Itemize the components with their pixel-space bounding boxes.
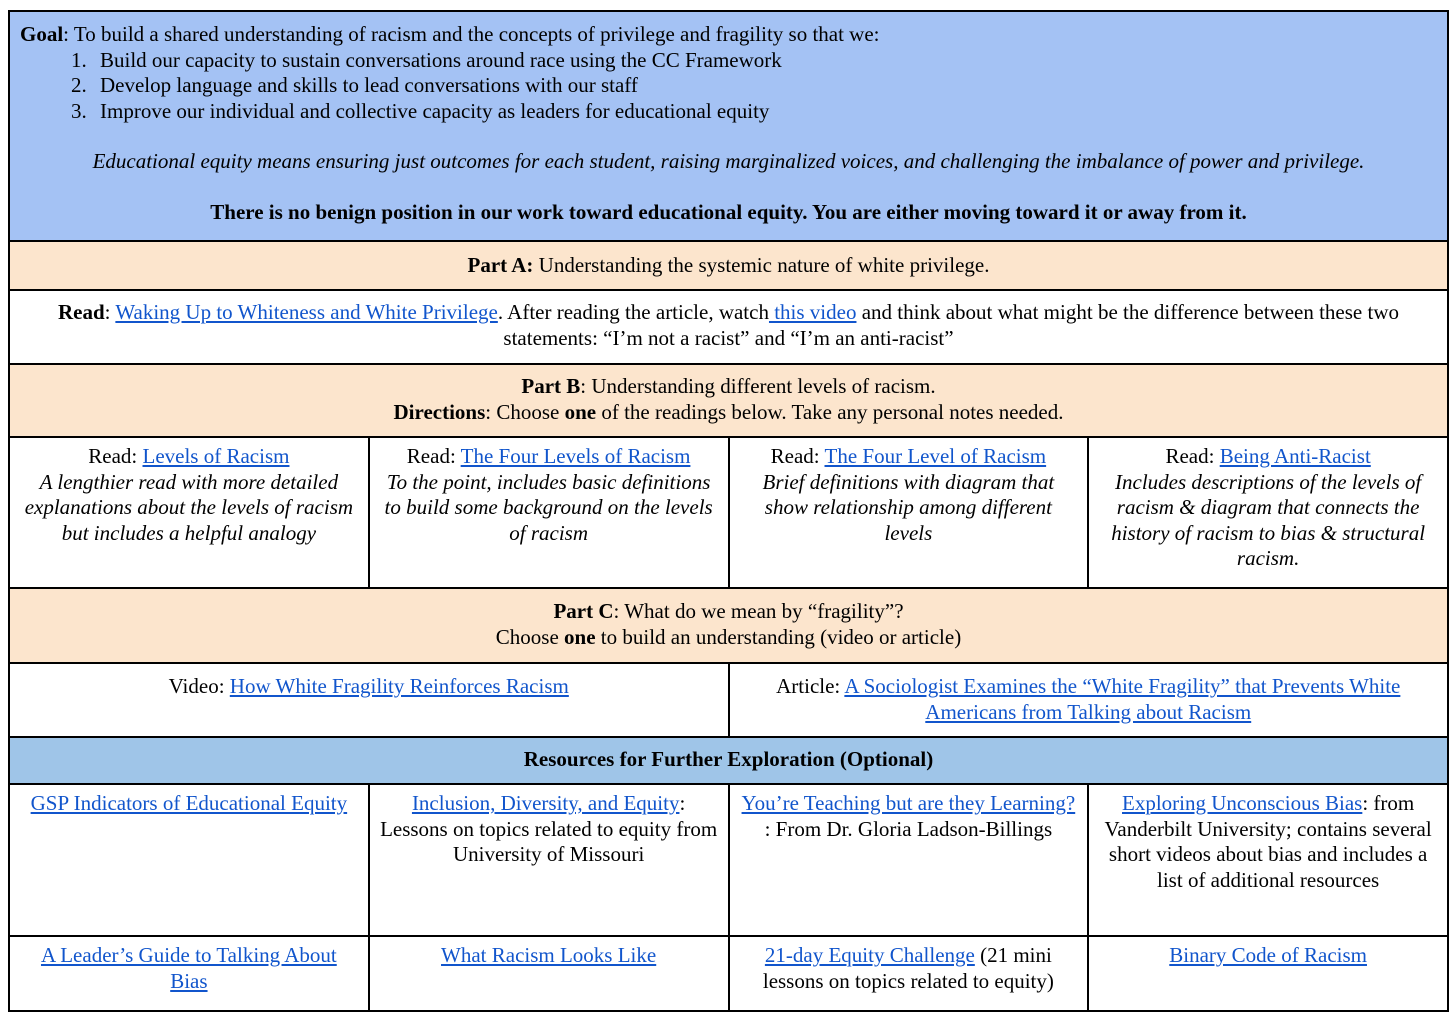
article-prefix: Article:: [776, 674, 845, 698]
part-a-text: and think about what might be the difference between these two statements: “I’m not a racist” and “I’m an anti-racist”: [503, 300, 1399, 350]
read-prefix: Read:: [406, 444, 461, 468]
resource-cell: [9, 936, 369, 1011]
reading-description: A lengthier read with more detailed explanations about the levels of racism but includes a helpful analogy: [24, 469, 354, 545]
resource-link[interactable]: A Leader’s Guide to Talking About Bias: [40, 943, 337, 993]
resource-link[interactable]: Exploring Unconscious Bias: [1122, 791, 1363, 815]
reading-description: Brief definitions with diagram that show relationship among different levels: [762, 469, 1055, 545]
resources-header: Resources for Further Exploration (Optional): [9, 737, 1448, 784]
goal-item: 1. Build our capacity to sustain conversations around race using the CC Framework: [92, 48, 1437, 74]
reading-cell: [729, 437, 1089, 588]
article-link[interactable]: A Sociologist Examines the “White Fragility” that Prevents White Americans from Talking about Racism: [844, 674, 1401, 724]
video-prefix: Video:: [168, 674, 230, 698]
resource-description: (21 mini lessons on topics related to equity): [762, 943, 1054, 993]
goal-item: 3. Improve our individual and collective capacity as leaders for educational equity: [92, 99, 1437, 125]
article-cell: [729, 663, 1449, 737]
resource-link[interactable]: Inclusion, Diversity, and Equity: [411, 791, 680, 815]
resource-cell: [729, 936, 1089, 1011]
reading-description: To the point, includes basic definitions to build some background on the levels of racism: [384, 469, 713, 545]
resource-link[interactable]: Binary Code of Racism: [1169, 943, 1367, 967]
choose-text: Choose: [495, 624, 565, 649]
equity-definition: Educational equity means ensuring just outcomes for each student, raising marginalized voices, and challenging the imbalance of power and privilege.: [92, 149, 1365, 173]
reading-cell: [369, 437, 729, 588]
part-a-header: [9, 241, 1448, 290]
waking-up-link[interactable]: Waking Up to Whiteness and White Privilege: [115, 300, 498, 324]
resource-description: : From Dr. Gloria Ladson-Billings: [764, 816, 1053, 841]
goal-label: Goal: [20, 22, 64, 46]
goal-section: [9, 11, 1448, 241]
directions-label: Directions: [393, 399, 486, 424]
reading-link[interactable]: Being Anti-Racist: [1219, 444, 1371, 468]
part-a-label: Part A:: [467, 253, 534, 277]
part-c-title: : What do we mean by “fragility”?: [613, 599, 904, 623]
colon: :: [104, 300, 116, 324]
reading-link[interactable]: The Four Levels of Racism: [460, 444, 691, 468]
equity-statement: There is no benign position in our work toward educational equity. You are either moving toward it or away from it.: [210, 199, 1247, 224]
resource-cell: [369, 936, 729, 1011]
this-video-link[interactable]: this video: [768, 300, 857, 324]
video-link[interactable]: How White Fragility Reinforces Racism: [229, 674, 569, 698]
choose-emphasis: one: [564, 624, 596, 649]
directions-emphasis: one: [564, 399, 597, 424]
reading-cell: [1088, 437, 1448, 588]
reading-link[interactable]: The Four Level of Racism: [824, 444, 1047, 468]
resource-description: : from Vanderbilt University; contains several short videos about bias and includes a list of additional resources: [1104, 791, 1432, 892]
goal-intro: : To build a shared understanding of racism and the concepts of privilege and fragility so that we:: [63, 22, 880, 46]
part-b-header: [9, 364, 1448, 437]
read-prefix: Read:: [770, 444, 825, 468]
resource-cell: [9, 784, 369, 936]
resource-cell: [369, 784, 729, 936]
part-c-label: Part C: [553, 599, 614, 623]
resource-cell: [1088, 936, 1448, 1011]
resource-link[interactable]: You’re Teaching but are they Learning?: [741, 791, 1076, 815]
directions-text: : Choose: [485, 399, 565, 424]
resource-link[interactable]: What Racism Looks Like: [441, 943, 657, 967]
part-a-text: . After reading the article, watch: [497, 300, 769, 324]
part-c-header: [9, 588, 1448, 663]
read-prefix: Read:: [88, 444, 143, 468]
directions-text: of the readings below. Take any personal notes needed.: [596, 399, 1064, 424]
equity-plan-table: [8, 10, 1449, 1012]
resource-cell: [729, 784, 1089, 936]
reading-link[interactable]: Levels of Racism: [142, 444, 290, 468]
goal-list: [20, 48, 1437, 125]
part-b-title: : Understanding different levels of racism.: [580, 374, 936, 398]
choose-text: to build an understanding (video or article): [595, 624, 962, 649]
goal-item: 2. Develop language and skills to lead conversations with our staff: [92, 73, 1437, 99]
reading-cell: [9, 437, 369, 588]
part-b-label: Part B: [521, 374, 581, 398]
resource-cell: [1088, 784, 1448, 936]
part-a-instructions: [9, 290, 1448, 364]
video-cell: [9, 663, 729, 737]
resource-link[interactable]: GSP Indicators of Educational Equity: [30, 791, 348, 815]
read-label: Read: [57, 300, 105, 324]
part-a-title: Understanding the systemic nature of white privilege.: [533, 253, 990, 277]
resource-description: : Lessons on topics related to equity from University of Missouri: [380, 791, 718, 866]
resource-link[interactable]: 21-day Equity Challenge: [764, 943, 975, 967]
reading-description: Includes descriptions of the levels of racism & diagram that connects the history of racism to bias & structural racism.: [1111, 469, 1426, 570]
read-prefix: Read:: [1165, 444, 1220, 468]
